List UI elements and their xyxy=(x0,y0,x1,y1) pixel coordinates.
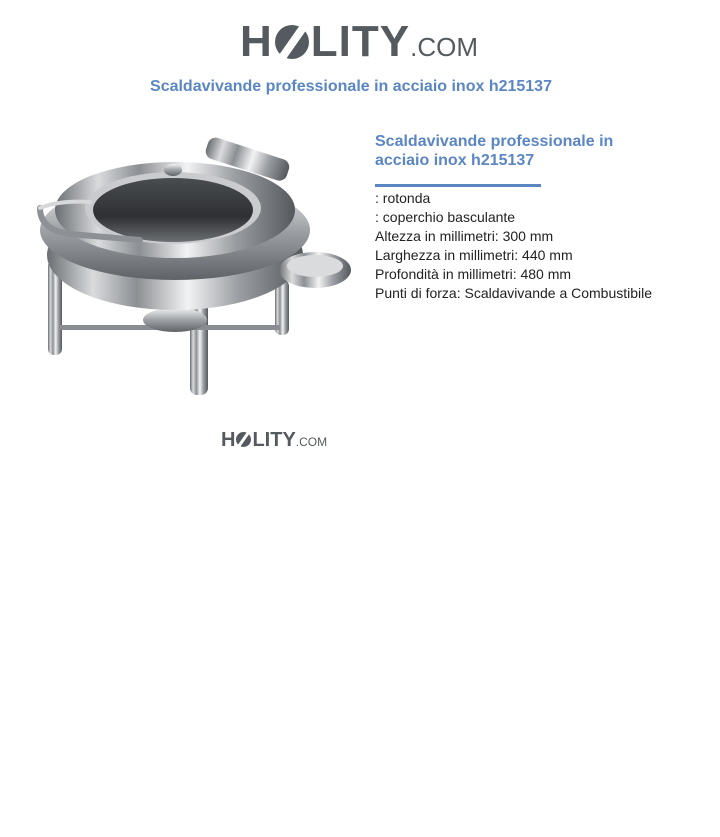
spec-strengths: Punti di forza: Scaldavivande a Combustibile xyxy=(375,285,653,301)
image-watermark-logo xyxy=(221,429,327,451)
spec-width: Larghezza in millimetri: 440 mm xyxy=(375,247,573,263)
logo-o-icon xyxy=(275,25,309,59)
product-title-line1: Scaldavivande professionale in xyxy=(375,133,614,150)
product-detail xyxy=(375,132,695,303)
holity-logo[interactable] xyxy=(240,18,478,66)
logo-letter-h: H xyxy=(221,429,236,451)
logo-suffix: .COM xyxy=(410,32,478,62)
title-divider xyxy=(375,184,541,187)
spec-height: Altezza in millimetri: 300 mm xyxy=(375,228,554,244)
chafing-dish-image xyxy=(30,130,360,410)
spec-depth: Profondità in millimetri: 480 mm xyxy=(375,266,572,282)
spec-shape: : rotonda xyxy=(375,190,431,206)
page-title: Scaldavivande professionale in acciaio inox h215137 xyxy=(150,78,552,95)
spec-lid: : coperchio basculante xyxy=(375,209,516,225)
logo-letter-h: H xyxy=(240,17,273,66)
logo-letters-lity: LITY xyxy=(252,429,296,451)
logo-o-icon xyxy=(236,432,251,447)
product-title xyxy=(375,132,695,170)
product-title-line2: acciaio inox h215137 xyxy=(375,152,535,169)
logo-letters-lity: LITY xyxy=(310,17,411,66)
logo-suffix: .COM xyxy=(295,435,328,449)
